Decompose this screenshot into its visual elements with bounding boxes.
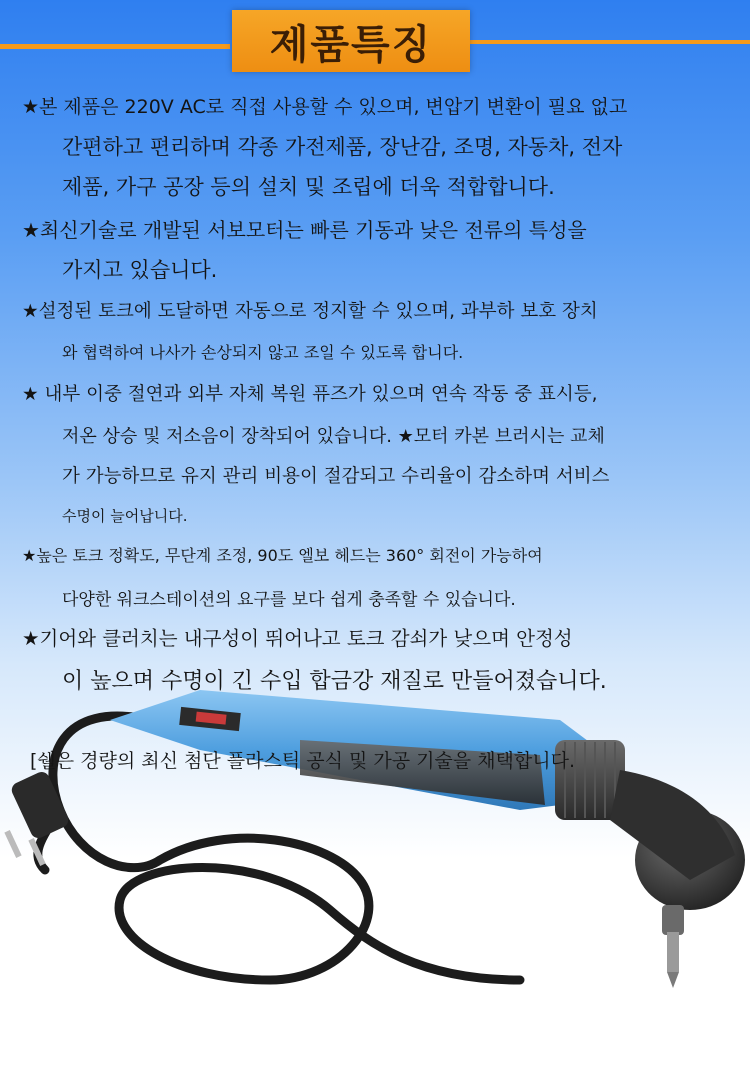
feature-line: [쉘은 경량의 최신 첨단 플라스틱 공식 및 가공 기술을 채택합니다.	[30, 750, 576, 772]
screwdriver-illustration	[0, 680, 750, 1020]
feature-line: ★기어와 클러치는 내구성이 뛰어나고 토크 감쇠가 낮으며 안정성	[22, 627, 573, 650]
feature-line: 저온 상승 및 저소음이 장착되어 있습니다. ★모터 카본 브러시는 교체	[62, 426, 605, 447]
title-left-rule	[0, 44, 230, 49]
title-banner	[232, 10, 470, 72]
feature-line: 가지고 있습니다.	[62, 258, 218, 282]
feature-line: 수명이 늘어납니다.	[62, 507, 188, 525]
feature-line: 가 가능하므로 유지 관리 비용이 절감되고 수리율이 감소하며 서비스	[62, 466, 610, 487]
title-right-rule	[470, 40, 750, 44]
feature-line: ★ 내부 이중 절연과 외부 자체 복원 퓨즈가 있으며 연속 작동 중 표시등,	[22, 384, 598, 405]
feature-line: ★높은 토크 정확도, 무단계 조정, 90도 엘보 헤드는 360° 회전이 가능하여	[22, 546, 543, 565]
feature-line: 제품, 가구 공장 등의 설치 및 조립에 더욱 적합합니다.	[62, 175, 555, 199]
feature-line: ★설정된 토크에 도달하면 자동으로 정지할 수 있으며, 과부하 보호 장치	[22, 301, 598, 322]
feature-line: ★본 제품은 220V AC로 직접 사용할 수 있으며, 변압기 변환이 필요 없고	[22, 96, 628, 118]
feature-line: 이 높으며 수명이 긴 수입 합금강 재질로 만들어졌습니다.	[62, 669, 607, 694]
plug-icon	[4, 769, 70, 866]
feature-line: 간편하고 편리하며 각종 가전제품, 장난감, 조명, 자동차, 전자	[62, 135, 623, 159]
feature-line: 다양한 워크스테이션의 요구를 보다 쉽게 충족할 수 있습니다.	[62, 590, 516, 610]
feature-line: ★최신기술로 개발된 서보모터는 빠른 기동과 낮은 전류의 특성을	[22, 218, 587, 242]
feature-line: 와 협력하여 나사가 손상되지 않고 조일 수 있도록 합니다.	[62, 343, 464, 362]
page-title: 제품특징	[269, 21, 433, 68]
